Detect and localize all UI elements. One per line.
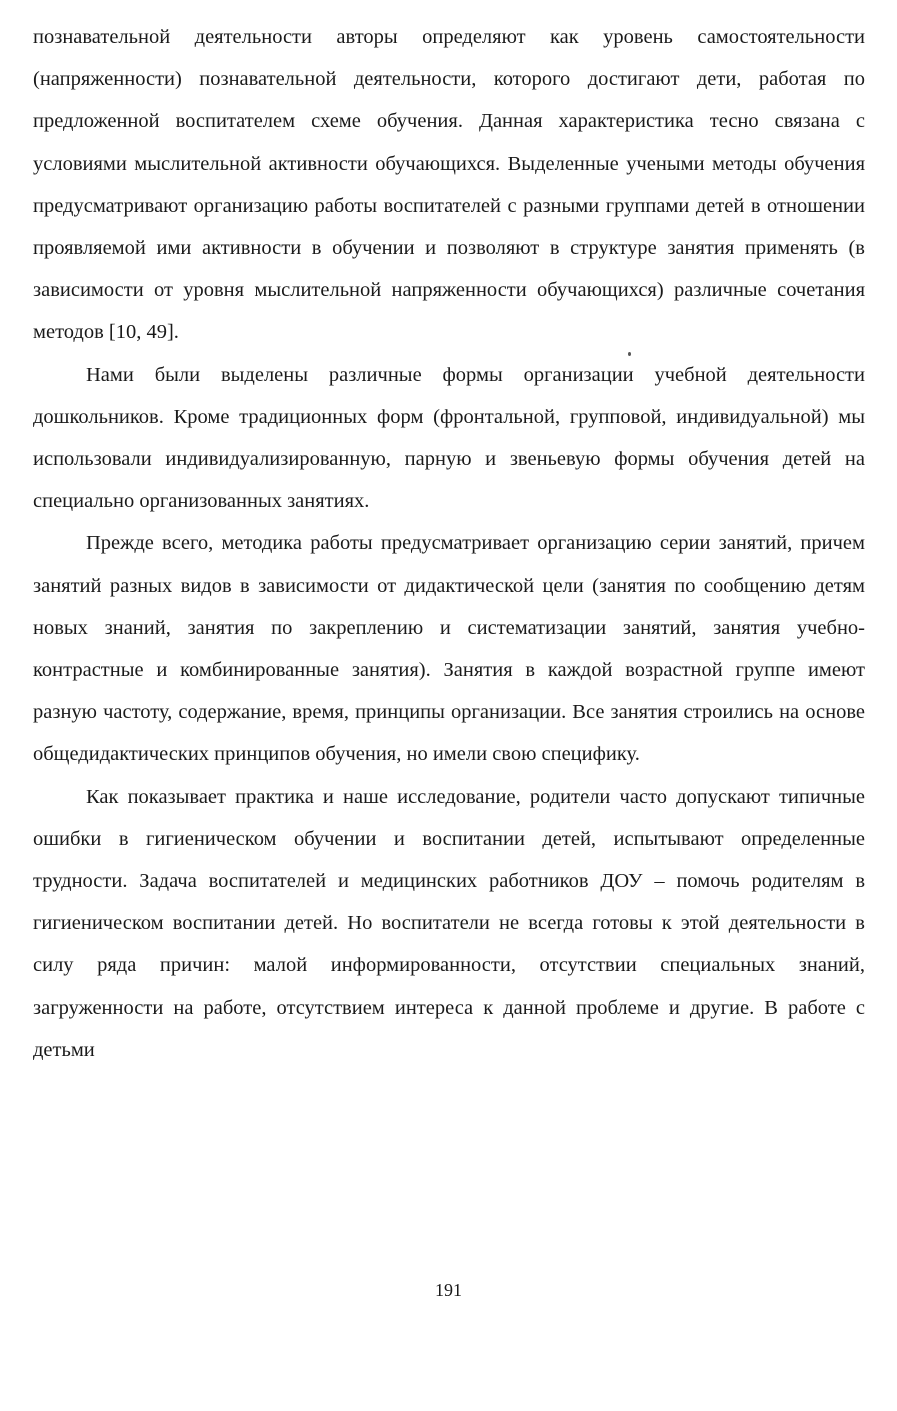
document-body: [33, 16, 865, 1071]
paragraph-4: Как показывает практика и наше исследование, родители часто допускают типичные ошибки в гигиеническом обучении и воспитании детей, испытывают определенные трудности. Задача воспитателей и медицинских работников ДОУ – помочь родителям в гигиеническом воспитании детей. Но воспитатели не всегда готовы к этой деятельности в силу ряда причин: малой информированности, отсутствии специальных знаний, загруженности на работе, отсутствием интереса к данной проблеме и другие. В работе с детьми: [33, 785, 865, 1061]
scan-speck: [628, 352, 631, 356]
page-number: 191: [435, 1280, 462, 1300]
paragraph-1: познавательной деятельности авторы определяют как уровень самостоятельности (напряженности) познавательной деятельности, которого достигают дети, работая по предложенной воспитателем схеме обучения. Данная характеристика тесно связана с условиями мыслительной активности обучающихся. Выделенные учеными методы обучения предусматривают организацию работы воспитателей с разными группами детей в отношении проявляемой ими активности в обучении и позволяют в структуре занятия применять (в зависимости от уровня мыслительной напряженности обучающихся) различные сочетания методов [10, 49].: [33, 26, 865, 344]
paragraph-3: Прежде всего, методика работы предусматривает организацию серии занятий, причем занятий разных видов в зависимости от дидактической цели (занятия по сообщению детям новых знаний, занятия по закреплению и систематизации занятий, занятия учебно-контрастные и комбинированные занятия). Занятия в каждой возрастной группе имеют разную частоту, содержание, время, принципы организации. Все занятия строились на основе общедидактических принципов обучения, но имели свою специфику.: [33, 532, 865, 766]
paragraph-2: Нами были выделены различные формы организации учебной деятельности дошкольников. Кроме традиционных форм (фронтальной, групповой, индивидуальной) мы использовали индивидуализированную, парную и звеньевую формы обучения детей на специально организованных занятиях.: [33, 363, 865, 513]
